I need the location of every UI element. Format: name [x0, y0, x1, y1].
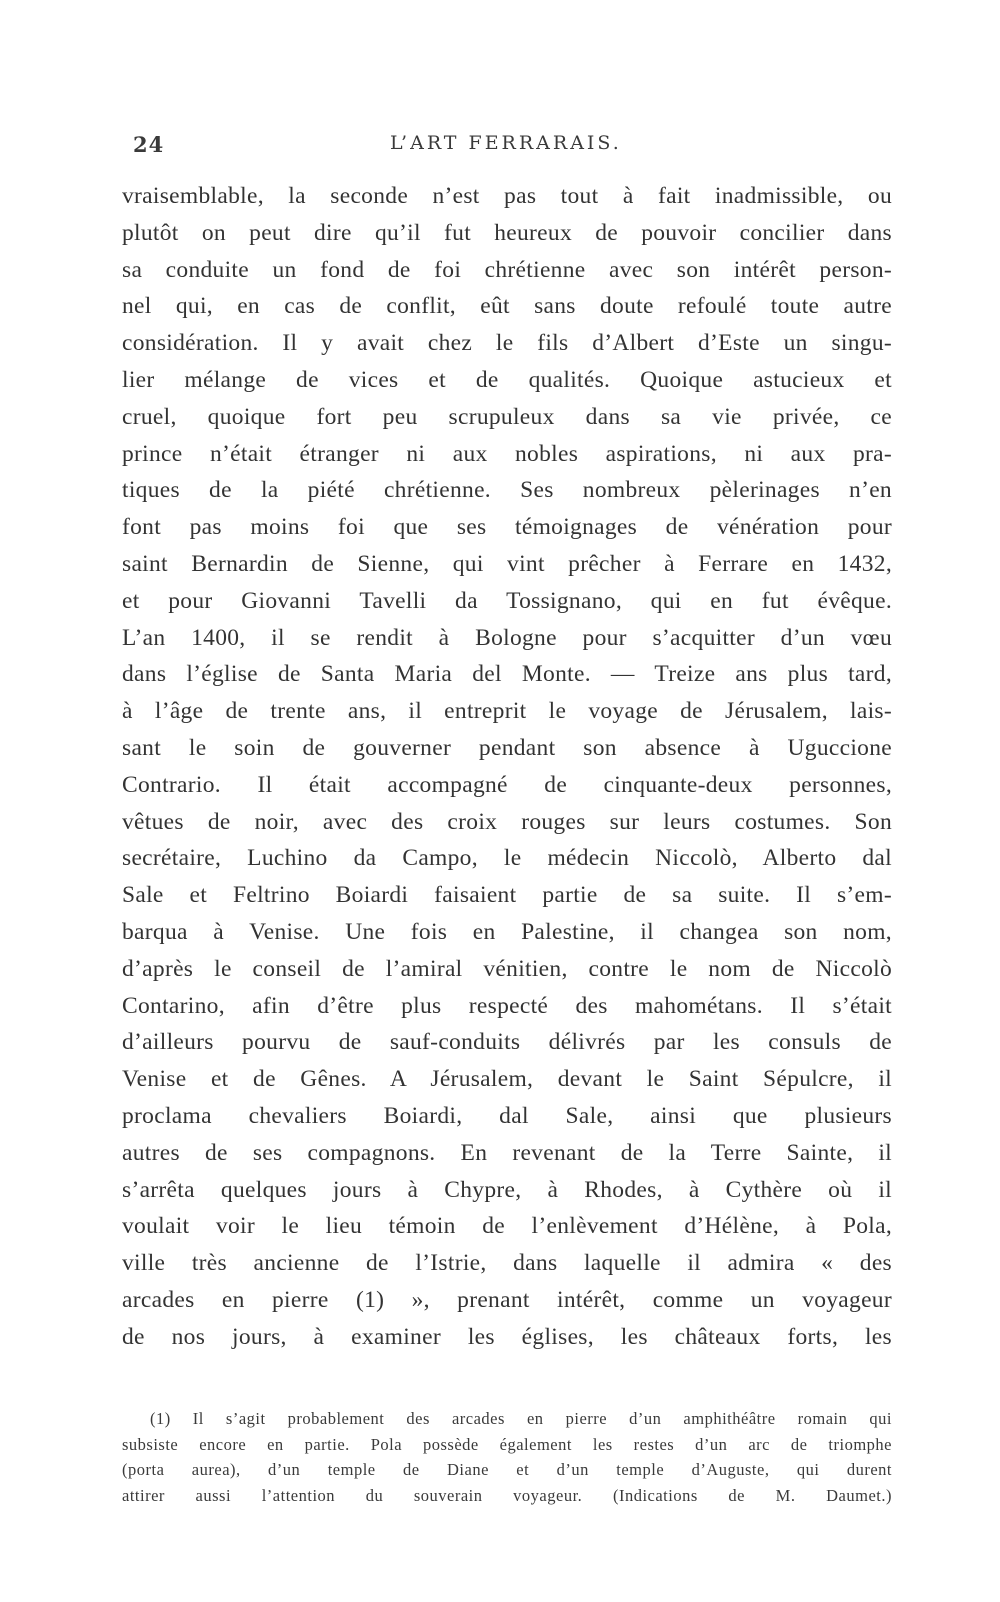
text-line: saint Bernardin de Sienne, qui vint prêcher à Ferrare en 1432,: [122, 550, 892, 577]
text-line: et pour Giovanni Tavelli da Tossignano, qui en fut évêque.: [122, 587, 892, 614]
body-text: [122, 178, 892, 1356]
text-line: d’après le conseil de l’amiral vénitien, contre le nom de Niccolò: [122, 955, 892, 982]
text-line: Sale et Feltrino Boiardi faisaient partie de sa suite. Il s’em-: [122, 882, 892, 909]
text-line: à l’âge de trente ans, il entreprit le voyage de Jérusalem, lais-: [122, 698, 892, 725]
text-line: prince n’était étranger ni aux nobles aspirations, ni aux pra-: [122, 440, 892, 467]
text-line: nel qui, en cas de conflit, eût sans doute refoulé toute autre: [122, 293, 892, 320]
text-line: Contarino, afin d’être plus respecté des mahométans. Il s’était: [122, 992, 892, 1019]
text-line: plutôt on peut dire qu’il fut heureux de pouvoir concilier dans: [122, 219, 892, 246]
text-line: sant le soin de gouverner pendant son absence à Uguccione: [122, 734, 892, 761]
text-line: voulait voir le lieu témoin de l’enlèvement d’Hélène, à Pola,: [122, 1213, 892, 1240]
footnote-line: attirer aussi l’attention du souverain voyageur. (Indications de M. Daumet.): [122, 1485, 892, 1505]
running-head: L’ART FERRARAIS.: [390, 132, 622, 154]
footnote-line: subsiste encore en partie. Pola possède également les restes d’un arc de triomphe: [122, 1434, 892, 1454]
text-line: secrétaire, Luchino da Campo, le médecin Niccolò, Alberto dal: [122, 845, 892, 872]
text-line: lier mélange de vices et de qualités. Quoique astucieux et: [122, 366, 892, 393]
footnote-line: (porta aurea), d’un temple de Diane et d’un temple d’Auguste, qui durent: [122, 1460, 892, 1479]
text-line: proclama chevaliers Boiardi, dal Sale, ainsi que plusieurs: [122, 1102, 892, 1129]
text-line: sa conduite un fond de foi chrétienne avec son intérêt person-: [122, 256, 892, 283]
footnotes: [122, 1406, 892, 1508]
text-line: autres de ses compagnons. En revenant de la Terre Sainte, il: [122, 1139, 892, 1166]
footnote-line: (1) Il s’agit probablement des arcades en pierre d’un amphithéâtre romain qui: [150, 1409, 892, 1428]
text-line: de nos jours, à examiner les églises, les châteaux forts, les: [122, 1323, 892, 1350]
text-line: ville très ancienne de l’Istrie, dans laquelle il admira « des: [122, 1250, 892, 1277]
text-line: font pas moins foi que ses témoignages de vénération pour: [122, 514, 892, 541]
text-line: vêtues de noir, avec des croix rouges sur leurs costumes. Son: [122, 808, 892, 835]
text-line: cruel, quoique fort peu scrupuleux dans sa vie privée, ce: [122, 403, 892, 430]
text-line: considération. Il y avait chez le fils d’Albert d’Este un singu-: [122, 330, 892, 357]
text-line: barqua à Venise. Une fois en Palestine, il changea son nom,: [122, 918, 892, 945]
text-line: dans l’église de Santa Maria del Monte. — Treize ans plus tard,: [122, 661, 892, 688]
text-line: d’ailleurs pourvu de sauf-conduits délivrés par les consuls de: [122, 1029, 892, 1056]
text-line: vraisemblable, la seconde n’est pas tout à fait inadmissible, ou: [122, 183, 892, 209]
text-line: Venise et de Gênes. A Jérusalem, devant le Saint Sépulcre, il: [122, 1066, 892, 1093]
text-line: tiques de la piété chrétienne. Ses nombreux pèlerinages n’en: [122, 477, 892, 504]
page-number: 24: [133, 132, 165, 157]
text-line: Contrario. Il était accompagné de cinquante-deux personnes,: [122, 771, 892, 798]
text-line: s’arrêta quelques jours à Chypre, à Rhodes, à Cythère où il: [122, 1176, 892, 1203]
text-line: arcades en pierre (1) », prenant intérêt, comme un voyageur: [122, 1286, 892, 1313]
text-line: L’an 1400, il se rendit à Bologne pour s’acquitter d’un vœu: [122, 624, 892, 651]
